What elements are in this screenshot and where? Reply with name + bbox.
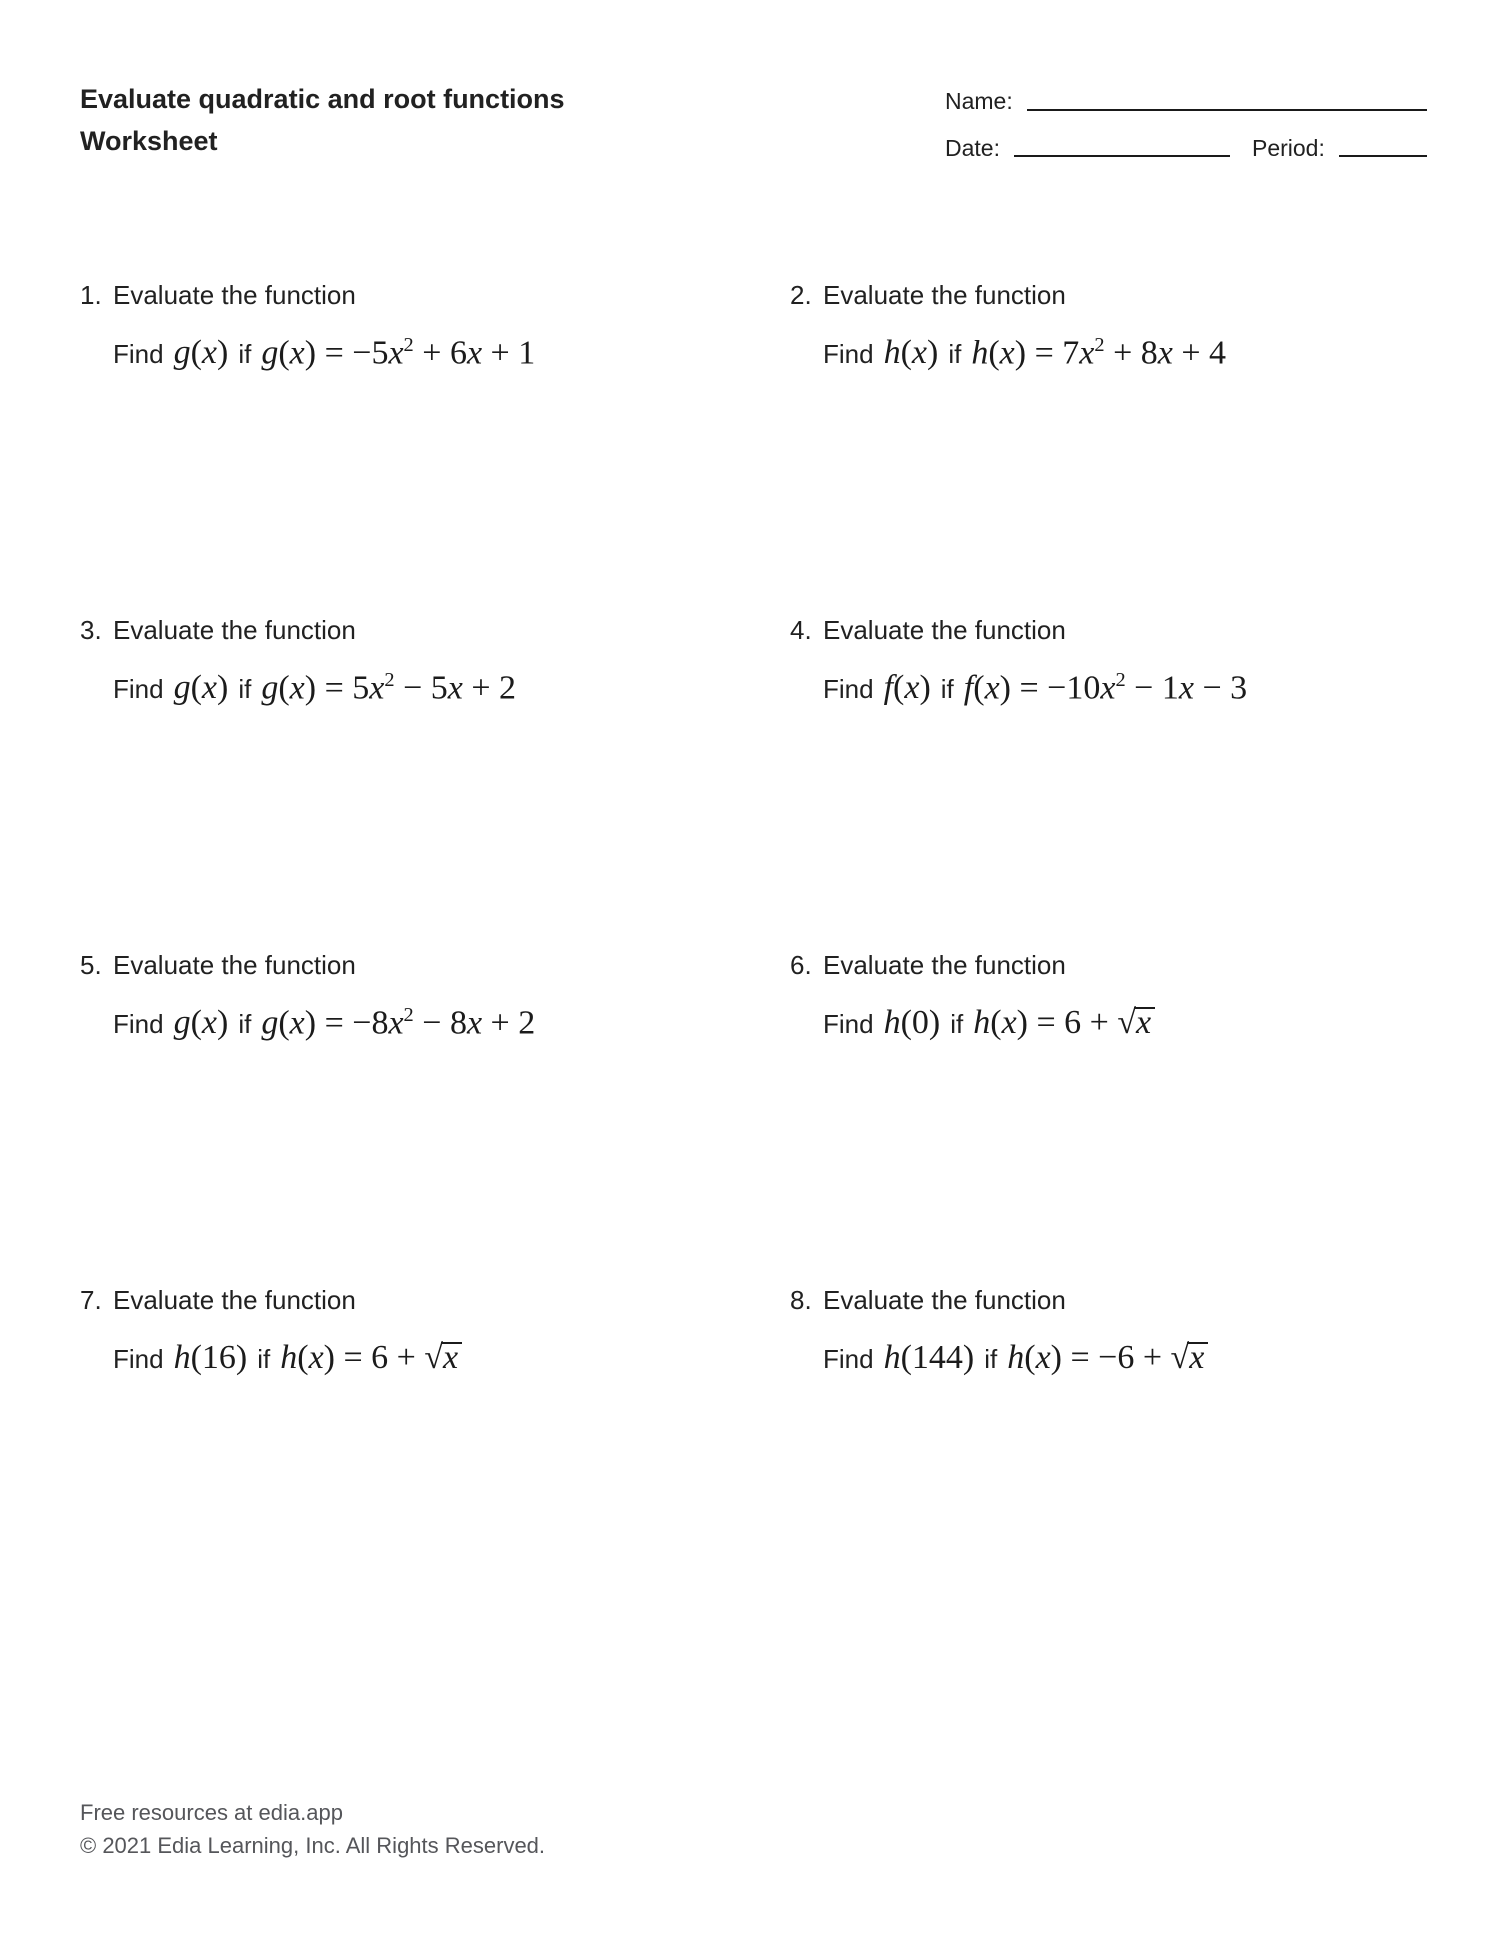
function-equation: $g(x) = 5x^2 - 5x + 2$	[261, 669, 517, 707]
function-equation: h(x) = −6 + √x	[1007, 1339, 1208, 1377]
find-word: Find	[823, 339, 874, 370]
name-blank-line	[1027, 109, 1427, 111]
problem-7	[80, 1283, 790, 1618]
find-word: Find	[113, 674, 164, 705]
period-label: Period:	[1251, 134, 1325, 161]
find-word: Find	[113, 1009, 164, 1040]
name-label: Name:	[945, 88, 1013, 114]
problem-heading-row	[80, 278, 790, 312]
square-root: √x	[1171, 1339, 1209, 1377]
problem-statement	[113, 334, 790, 372]
date-label: Date:	[945, 134, 1000, 161]
problem-heading-row	[80, 613, 790, 647]
target-expression: f(x)	[883, 669, 931, 707]
problem-number: 7.	[80, 1285, 102, 1315]
find-word: Find	[823, 674, 874, 705]
problem-heading: Evaluate the function	[113, 1285, 356, 1315]
if-word: if	[238, 674, 252, 705]
if-word: if	[238, 339, 252, 370]
target-expression: h(16)	[173, 1339, 248, 1376]
problem-2	[790, 278, 1430, 613]
problem-8	[790, 1283, 1430, 1618]
target-expression: g(x)	[173, 669, 229, 707]
function-equation: $g(x) = -8x^2 - 8x + 2$	[261, 1004, 536, 1042]
problem-statement	[823, 1004, 1430, 1042]
if-word: if	[238, 1009, 252, 1040]
problem-heading: Evaluate the function	[113, 615, 356, 645]
page-footer	[80, 1796, 545, 1862]
problem-heading-row	[790, 278, 1430, 312]
target-expression: h(0)	[883, 1004, 941, 1041]
target-expression: g(x)	[173, 334, 229, 372]
footer-resources-line: Free resources at edia.app	[80, 1800, 343, 1825]
problem-statement	[113, 1339, 790, 1377]
problem-6	[790, 948, 1430, 1283]
problem-number: 4.	[790, 615, 812, 645]
problem-statement	[823, 669, 1430, 707]
problems-grid	[80, 278, 1430, 1618]
problem-number: 6.	[790, 950, 812, 980]
problem-number: 5.	[80, 950, 102, 980]
square-root: √x	[1117, 1004, 1155, 1042]
target-expression: h(x)	[883, 334, 939, 372]
if-word: if	[257, 1344, 271, 1374]
student-fields	[945, 88, 1427, 162]
date-period-field-row	[945, 135, 1427, 163]
period-blank-line	[1339, 155, 1427, 157]
target-expression: h(144)	[883, 1339, 975, 1376]
problem-heading: Evaluate the function	[823, 280, 1066, 310]
if-word: if	[950, 1009, 964, 1039]
name-field-row	[945, 88, 1427, 116]
function-equation: h(x) = 6 + √x	[280, 1339, 462, 1377]
function-equation: h(x) = 6 + √x	[973, 1004, 1155, 1042]
problem-4	[790, 613, 1430, 948]
problem-statement	[823, 334, 1430, 372]
function-equation: $f(x) = -10x^2 - 1x - 3$	[963, 669, 1248, 707]
footer-copyright-line: © 2021 Edia Learning, Inc. All Rights Reserved.	[80, 1833, 546, 1858]
problem-heading: Evaluate the function	[113, 280, 356, 310]
if-word: if	[984, 1344, 998, 1374]
problem-heading-row	[790, 613, 1430, 647]
problem-statement	[823, 1339, 1430, 1377]
problem-5	[80, 948, 790, 1283]
find-word: Find	[823, 1009, 874, 1039]
function-equation: $h(x) = 7x^2 + 8x + 4$	[971, 334, 1227, 372]
target-expression: g(x)	[173, 1004, 229, 1042]
if-word: if	[940, 674, 954, 705]
page-subtitle: Worksheet	[80, 126, 218, 156]
title-block	[80, 78, 565, 162]
square-root: √x	[424, 1339, 462, 1377]
problem-number: 2.	[790, 280, 812, 310]
problem-number: 3.	[80, 615, 102, 645]
problem-heading: Evaluate the function	[823, 950, 1066, 980]
problem-heading: Evaluate the function	[823, 615, 1066, 645]
problem-statement	[113, 669, 790, 707]
problem-heading-row	[790, 1283, 1430, 1317]
find-word: Find	[113, 339, 164, 370]
function-equation: $g(x) = -5x^2 + 6x + 1$	[261, 334, 536, 372]
problem-statement	[113, 1004, 790, 1042]
find-word: Find	[823, 1344, 874, 1374]
problem-heading-row	[790, 948, 1430, 982]
problem-heading-row	[80, 948, 790, 982]
problem-number: 8.	[790, 1285, 812, 1315]
problem-3	[80, 613, 790, 948]
problem-heading: Evaluate the function	[823, 1285, 1066, 1315]
problem-number: 1.	[80, 280, 102, 310]
page-title: Evaluate quadratic and root functions	[80, 84, 565, 114]
if-word: if	[948, 339, 962, 370]
date-blank-line	[1014, 155, 1230, 157]
problem-heading-row	[80, 1283, 790, 1317]
find-word: Find	[113, 1344, 164, 1374]
problem-heading: Evaluate the function	[113, 950, 356, 980]
problem-1	[80, 278, 790, 613]
